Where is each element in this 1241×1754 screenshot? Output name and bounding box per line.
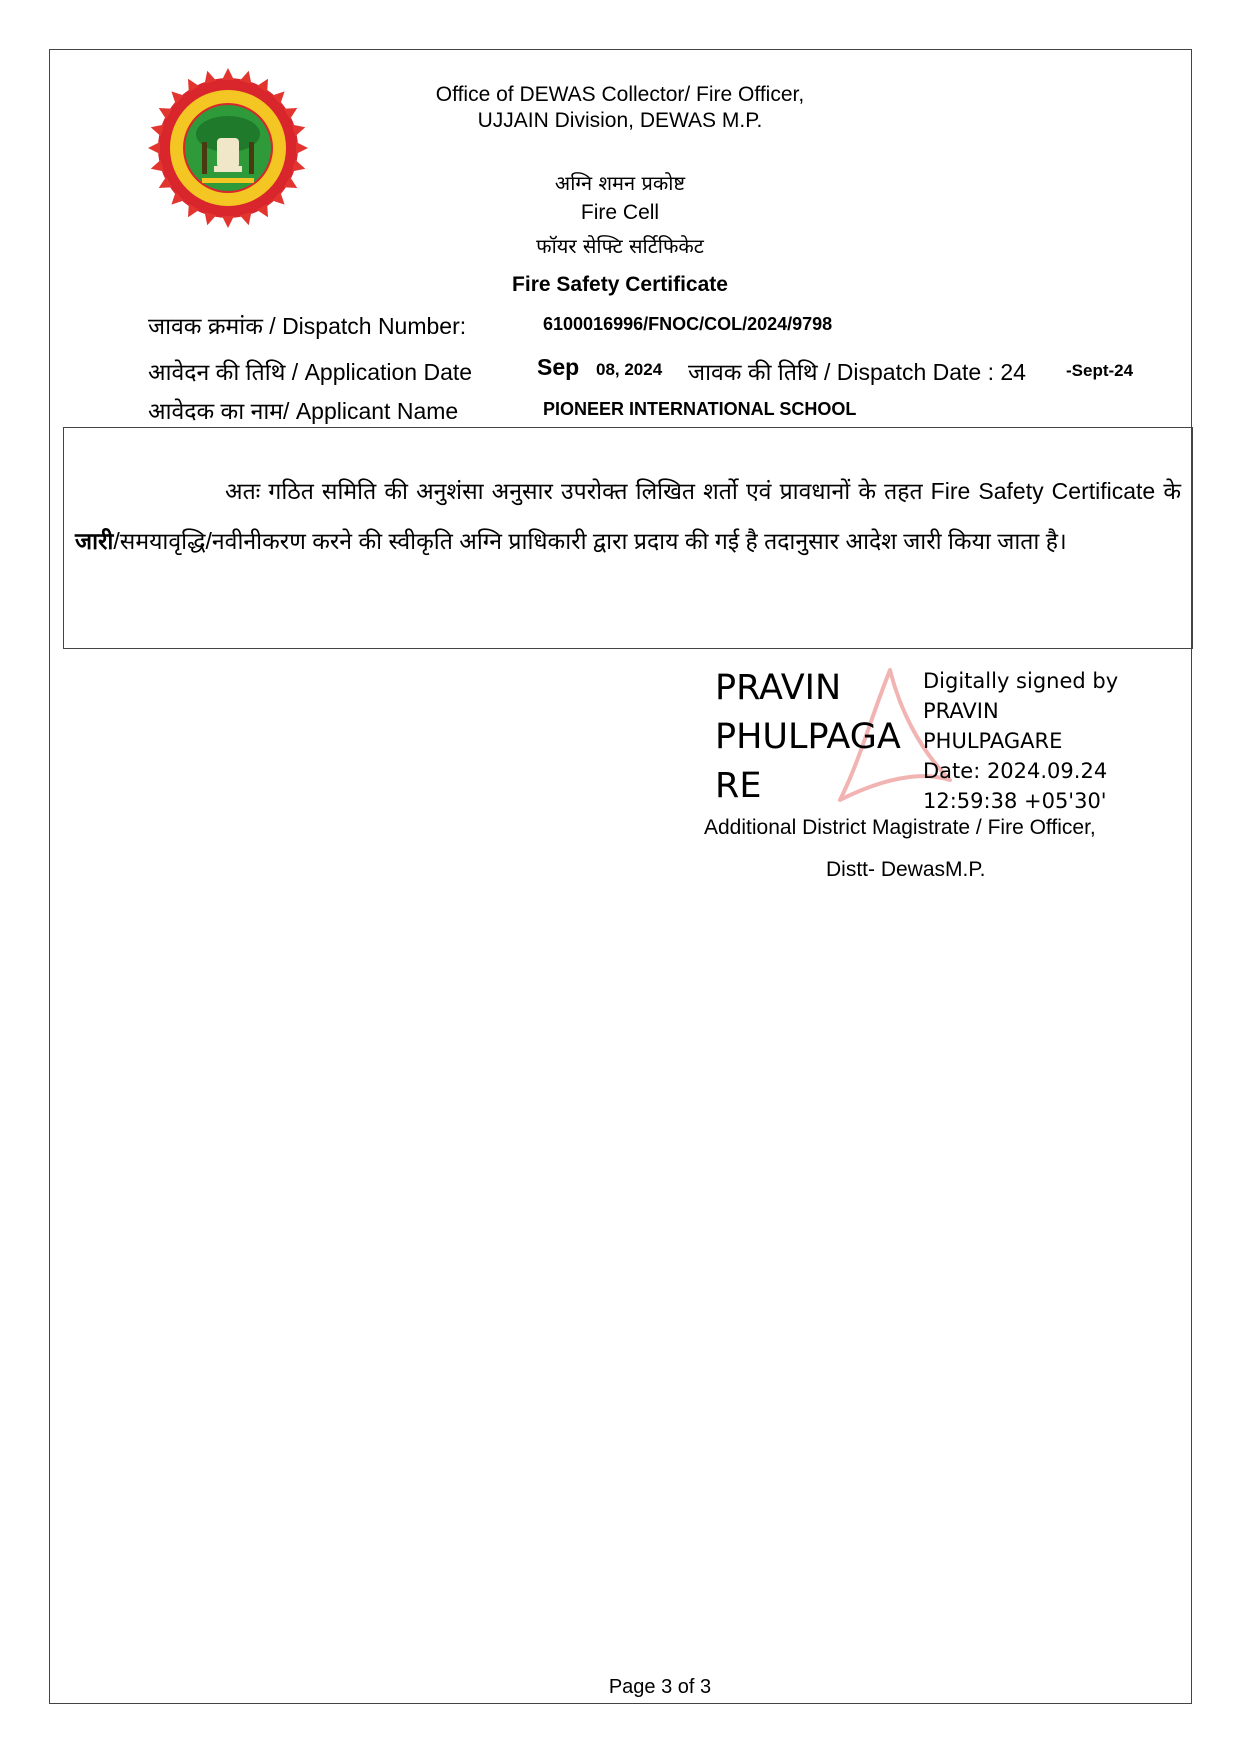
dispatch-date-label: जावक की तिथि / Dispatch Date : 24 — [688, 359, 1026, 385]
page-number: Page 3 of 3 — [608, 1676, 712, 1698]
dispatch-date-suffix: -Sept-24 — [1066, 361, 1134, 380]
certificate-title: Fire Safety Certificate — [512, 273, 728, 296]
signer-district: Distt- DewasM.P. — [826, 858, 986, 881]
signer-name-line-3: RE — [715, 766, 762, 806]
application-date-day-year: 08, 2024 — [596, 360, 663, 379]
office-line-2: UJJAIN Division, DEWAS M.P. — [477, 109, 763, 132]
fire-cell-english: Fire Cell — [580, 201, 660, 224]
approval-paragraph — [75, 466, 1181, 566]
approval-text-part1: अतः गठित समिति की अनुशंसा अनुसार उपरोक्त लिखित शर्तो एवं प्रावधानों के तहत Fire Safety Certificate के — [225, 478, 1181, 504]
dispatch-number-value: 6100016996/FNOC/COL/2024/9798 — [543, 314, 833, 334]
certificate-title-hindi: फॉयर सेफ्टि सर्टिफिकेट — [536, 234, 704, 258]
fire-cell-hindi: अग्नि शमन प्रकोष्ट — [554, 171, 686, 195]
application-date-month: Sep — [537, 354, 580, 380]
approval-text-part2: /समयावृद्धि/नवीनीकरण करने की स्वीकृति अग्नि प्राधिकारी द्वारा प्रदाय की गई है तदानुसार आदेश जारी किया जाता है। — [113, 528, 1067, 554]
approval-text-bold: जारी — [75, 528, 114, 554]
signature-meta-line-1: Digitally signed by — [923, 669, 1119, 693]
dispatch-number-label: जावक क्रमांक / Dispatch Number: — [148, 313, 467, 339]
signer-name-line-1: PRAVIN — [715, 668, 842, 708]
signer-designation: Additional District Magistrate / Fire Officer, — [704, 816, 1096, 839]
signature-meta-line-5: 12:59:38 +05'30' — [923, 789, 1107, 813]
signature-meta-line-2: PRAVIN — [923, 699, 999, 723]
signature-meta-line-4: Date: 2024.09.24 — [923, 759, 1108, 783]
applicant-name-label: आवेदक का नाम/ Applicant Name — [148, 398, 459, 424]
signature-meta-line-3: PHULPAGARE — [923, 729, 1063, 753]
application-date-label: आवेदन की तिथि / Application Date — [148, 359, 473, 385]
applicant-name-value: PIONEER INTERNATIONAL SCHOOL — [543, 399, 857, 419]
office-line-1: Office of DEWAS Collector/ Fire Officer, — [435, 83, 805, 106]
approval-text-box — [63, 427, 1193, 649]
mp-government-seal-icon — [148, 66, 308, 230]
signer-name-line-2: PHULPAGA — [715, 717, 901, 757]
